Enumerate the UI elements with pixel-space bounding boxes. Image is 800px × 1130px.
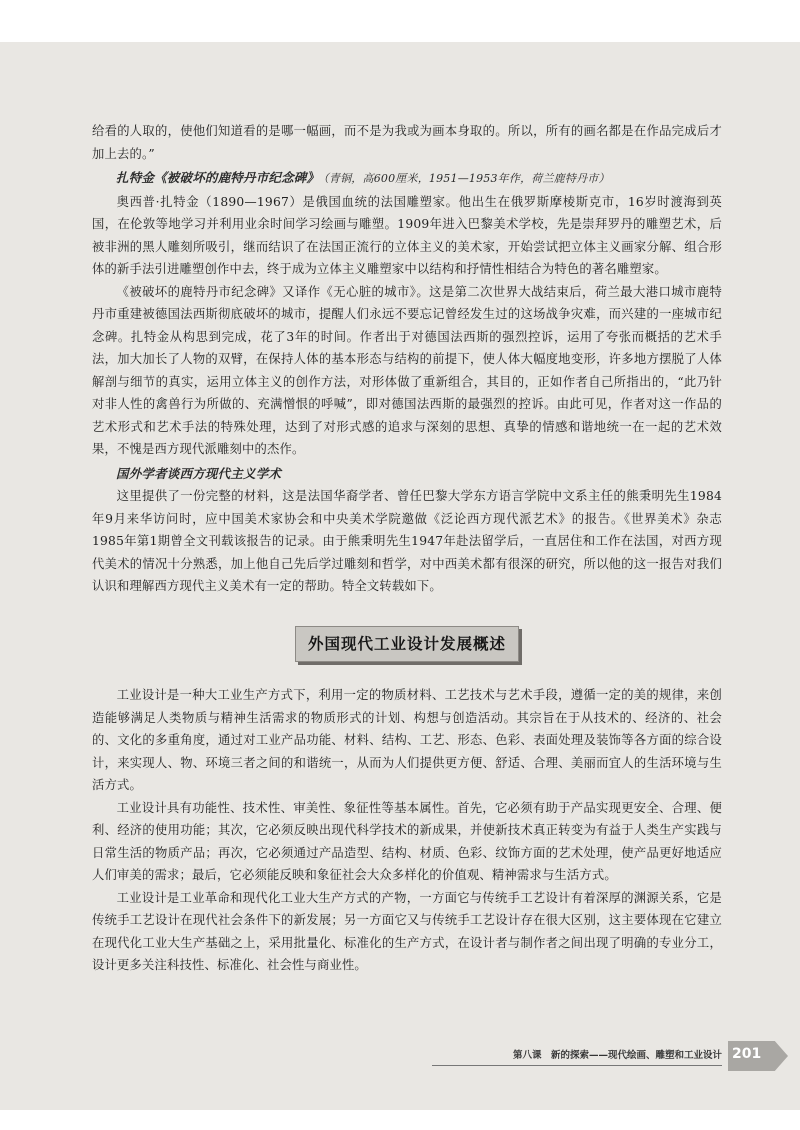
paragraph-report-intro: 这里提供了一份完整的材料，这是法国华裔学者、曾任巴黎大学东方语言学院中文系主任的熊秉明先生1984年9月来华访问时，应中国美术家协会和中央美术学院邀做《泛论西方现代派艺术》的报告。《世界美术》杂志1985年第1期曾全文刊载该报告的记录。由于熊秉明先生1947年赴法留学后，一直居住和工作在法国，对西方现代美术的情况十分熟悉，加上他自己先后学过雕刻和哲学，对中西美术都有很深的研究，所以他的这一报告对我们认识和理解西方现代主义美术有一定的帮助。特全文转载如下。 [92, 489, 722, 593]
subheading-zadkine-monument [110, 167, 722, 191]
subheading-title: 国外学者谈西方现代主义学术 [116, 465, 282, 481]
paragraph-monument-description: 《被破坏的鹿特丹市纪念碑》又译作《无心脏的城市》。这是第二次世界大战结束后，荷兰最大港口城市鹿特丹市重建被德国法西斯彻底破坏的城市，提醒人们永远不要忘记曾经发生过的这场战争灾难，而兴建的一座城市纪念碑。扎特金从构思到完成，花了3年的时间。作者出于对德国法西斯的强烈控诉，运用了夸张而概括的艺术手法，加大加长了人物的双臂，在保持人体的基本形态与结构的前提下，使人体大幅度地变形，许多地方摆脱了人体解剖与细节的真实，运用立体主义的创作方法，对形体做了重新组合，其目的，正如作者自己所指出的，“此乃针对非人性的禽兽行为所做的、充满憎恨的呼喊”，即对德国法西斯的最强烈的控诉。由此可见，作者对这一作品的艺术形式和艺术手法的特殊处理，达到了对形式感的追求与深刻的思想、真挚的情感和谐地统一在一起的艺术效果，不愧是西方现代派雕刻中的杰作。 [92, 284, 722, 456]
section-title: 外国现代工业设计发展概述 [295, 626, 519, 663]
paragraph-industrial-design-definition: 工业设计是一种大工业生产方式下，利用一定的物质材料、工艺技术与艺术手段，遵循一定的美的规律，来创造能够满足人类物质与精神生活需求的物质形式的计划、构想与创造活动。其宗旨在于从技术的、经济的、社会的、文化的多重角度，通过对工业产品功能、材料、结构、工艺、形态、色彩、表面处理及装饰等各方面的综合设计，来实现人、物、环境三者之间的和谐统一，从而为人们提供更方便、舒适、合理、美丽而宜人的生活环境与生活方式。 [92, 688, 722, 792]
subheading-title: 扎特金《被破坏的鹿特丹市纪念碑》 [116, 170, 320, 185]
running-footer: 第八课 新的探索——现代绘画、雕塑和工业设计 [432, 1047, 722, 1066]
paragraph-quote-end: 给看的人取的，使他们知道看的是哪一幅画，而不是为我或为画本身取的。所以，所有的画名都是在作品完成后才加上去的。” [92, 124, 722, 161]
paragraph-zadkine-bio: 奥西普·扎特金（1890—1967）是俄国血统的法国雕塑家。他出生在俄罗斯摩棱斯克市，16岁时渡海到英国，在伦敦等地学习并利用业余时间学习绘画与雕塑。1909年进入巴黎美术学校，先是崇拜罗丹的雕塑艺术，后被非洲的黑人雕刻所吸引，继而结识了在法国正流行的立体主义的美术家，开始尝试把立体主义画家分解、组合形体的新手法引进雕塑创作中去，终于成为立体主义雕塑家中以结构和抒情性相结合为特色的著名雕塑家。 [92, 194, 722, 276]
section-title-box [92, 626, 722, 663]
subheading-meta: （青铜，高600厘米，1951—1953年作，荷兰鹿特丹市） [323, 172, 610, 185]
page-body [92, 120, 722, 977]
subheading-foreign-scholars [110, 463, 722, 486]
paragraph-industrial-design-properties: 工业设计具有功能性、技术性、审美性、象征性等基本属性。首先，它必须有助于产品实现更安全、合理、便利、经济的使用功能；其次，它必须反映出现代科学技术的新成果，并使新技术真正转变为有益于人类生产实践与日常生活的物质产品；再次，它必须通过产品造型、结构、材质、色彩、纹饰方面的艺术处理，使产品更好地适应人们审美的需求；最后，它必须能反映和象征社会大众多样化的价值观、精神需求与生活方式。 [92, 800, 722, 882]
page-number: 201 [732, 1046, 762, 1062]
paragraph-industrial-design-origin: 工业设计是工业革命和现代化工业大生产方式的产物，一方面它与传统手工艺设计有着深厚的渊源关系，它是传统手工艺设计在现代社会条件下的新发展；另一方面它又与传统手工艺设计存在很大区别，这主要体现在它建立在现代化工业大生产基础之上，采用批量化、标准化的生产方式，在设计者与制作者之间出现了明确的专业分工，设计更多关注科技性、标准化、社会性与商业性。 [92, 890, 722, 972]
